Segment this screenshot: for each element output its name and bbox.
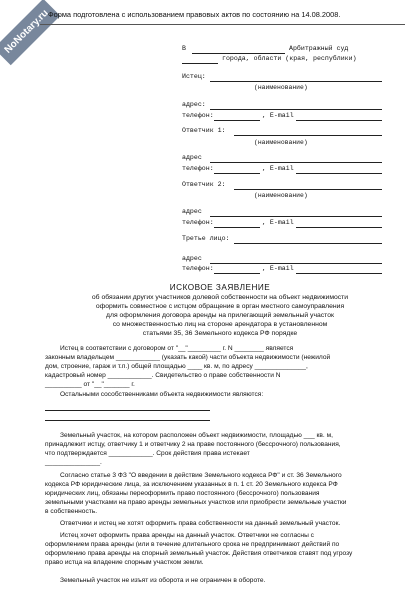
watermark-badge: NoNotary.ru bbox=[0, 0, 60, 65]
p3-line-1: Согласно статье 3 ФЗ "О введении в действие Земельного кодекса РФ" и ст. 36 Земельного bbox=[60, 472, 342, 479]
p1-line-e: __________ от "__"_______ г. bbox=[45, 381, 135, 388]
p3-line-4: земельными участками на право аренды земельных участков или приобрести земельные участки bbox=[45, 499, 347, 506]
p1-line-b: законным владельцем ____________ (указать какой) части объекта недвижимости (нежилой bbox=[45, 354, 331, 361]
defendant1-name-field[interactable] bbox=[234, 135, 382, 136]
court-region-line: города, области (края, республики) bbox=[222, 55, 357, 62]
header-note: Форма подготовлена с использованием правовых актов по состоянию на 14.08.2008. bbox=[48, 10, 341, 19]
third-party-address-label: адрес bbox=[182, 255, 202, 262]
p4-text: Ответчики и истец не хотят оформить права собственности на данный земельный участок. bbox=[60, 520, 341, 527]
p5-line-3: оформлению права аренды на спорный земельный участок. Действия ответчиков ставят под угрозу bbox=[45, 550, 353, 557]
document-title: ИСКОВОЕ ЗАЯВЛЕНИЕ bbox=[169, 283, 271, 292]
p2-line-3: что подтверждается ____________. Срок действия права истекает bbox=[45, 450, 250, 457]
plaintiff-email-field[interactable] bbox=[296, 120, 382, 121]
p5-line-2: оформлением права аренды (или в течение длительного срока не предпринимают действий по bbox=[45, 541, 340, 548]
p5-line-4: право истца на владение спорным участком земли. bbox=[45, 559, 204, 566]
subtitle-line-5: статьями 35, 36 Земельного кодекса РФ порядке bbox=[142, 330, 298, 337]
p2-line-4: _______________. bbox=[45, 459, 102, 466]
p3-line-2: кодекса РФ юридические лица, за исключением указанных в п. 1 ст. 20 Земельного кодекса РФ bbox=[45, 481, 338, 488]
p6-text: Земельный участок не изъят из оборота и не ограничен в обороте. bbox=[60, 577, 266, 584]
co-owner-field-2[interactable] bbox=[45, 420, 210, 421]
defendant2-address-field[interactable] bbox=[210, 216, 382, 217]
plaintiff-address-label: адрес: bbox=[182, 101, 206, 108]
p5-line-1: Истец хочет оформить права аренды на данный участок. Ответчики не согласны с bbox=[60, 532, 314, 539]
court-name-field[interactable] bbox=[192, 53, 285, 54]
court-prefix: В bbox=[182, 45, 186, 52]
defendant1-address-field[interactable] bbox=[210, 162, 382, 163]
p3-line-5: в собственность. bbox=[45, 508, 98, 515]
defendant1-label: Ответчик 1: bbox=[182, 127, 226, 134]
third-party-label: Третье лицо: bbox=[182, 235, 230, 242]
third-party-phone-field[interactable] bbox=[214, 273, 260, 274]
defendant2-email-label: , E-mail bbox=[262, 219, 294, 226]
subtitle-line-2: оформить совместное с истцом обращение в орган местного самоуправления bbox=[95, 303, 345, 310]
plaintiff-phone-field[interactable] bbox=[214, 120, 260, 121]
defendant2-phone-label: телефон: bbox=[182, 219, 214, 226]
third-party-email-label: , E-mail bbox=[262, 265, 294, 272]
p2-line-1: Земельный участок, на котором расположен объект недвижимости, площадью ___ кв. м, bbox=[60, 432, 333, 439]
p2-line-2: принадлежит истцу, ответчику 1 и ответчику 2 на праве постоянного (бессрочного) пользования, bbox=[45, 441, 341, 448]
plaintiff-name-field[interactable] bbox=[210, 81, 382, 82]
defendant1-email-field[interactable] bbox=[296, 173, 382, 174]
plaintiff-caption: (наименование) bbox=[254, 84, 308, 91]
third-party-phone-label: телефон: bbox=[182, 265, 214, 272]
third-party-name-field[interactable] bbox=[234, 243, 382, 244]
third-party-email-field[interactable] bbox=[296, 273, 382, 274]
plaintiff-address-field[interactable] bbox=[210, 109, 382, 110]
p1-co-owners: Остальными сособственниками объекта недвижимости являются: bbox=[60, 391, 264, 398]
co-owner-field-1[interactable] bbox=[45, 410, 210, 411]
plaintiff-email-label: , E-mail bbox=[262, 112, 294, 119]
p1-line-d: кадастровый номер ____________. Свидетельство о праве собственности N bbox=[45, 372, 281, 379]
defendant2-address-label: адрес bbox=[182, 208, 202, 215]
header-rule bbox=[40, 24, 405, 25]
plaintiff-label: Истец: bbox=[182, 73, 206, 80]
defendant1-caption: (наименование) bbox=[254, 139, 308, 146]
p3-line-3: юридических лиц, обязаны переоформить право постоянного (бессрочного) пользования bbox=[45, 490, 320, 497]
subtitle-line-4: со множественностью лиц на стороне арендатора в установленном bbox=[112, 321, 328, 328]
defendant1-address-label: адрес bbox=[182, 154, 202, 161]
court-suffix: Арбитражный суд bbox=[289, 45, 349, 52]
defendant1-phone-field[interactable] bbox=[214, 173, 260, 174]
defendant2-name-field[interactable] bbox=[234, 189, 382, 190]
defendant1-phone-label: телефон: bbox=[182, 165, 214, 172]
defendant2-phone-field[interactable] bbox=[214, 227, 260, 228]
subtitle-line-3: для оформления договора аренды на прилегающий земельный участок bbox=[106, 312, 334, 319]
court-city-field[interactable] bbox=[182, 63, 218, 64]
defendant2-email-field[interactable] bbox=[296, 227, 382, 228]
p1-line-a: Истец в соответствии с договором от "__"_________ г. N ________ является bbox=[60, 345, 294, 352]
subtitle-line-1: об обязании других участников долевой собственности на объект недвижимости bbox=[91, 294, 349, 301]
defendant1-email-label: , E-mail bbox=[262, 165, 294, 172]
third-party-address-field[interactable] bbox=[210, 263, 382, 264]
plaintiff-phone-label: телефон: bbox=[182, 112, 214, 119]
p1-line-c: дом, строение, гараж и т.п.) общей площадью ____ кв. м, по адресу ______________, bbox=[45, 363, 308, 370]
defendant2-label: Ответчик 2: bbox=[182, 181, 226, 188]
defendant2-caption: (наименование) bbox=[254, 192, 308, 199]
